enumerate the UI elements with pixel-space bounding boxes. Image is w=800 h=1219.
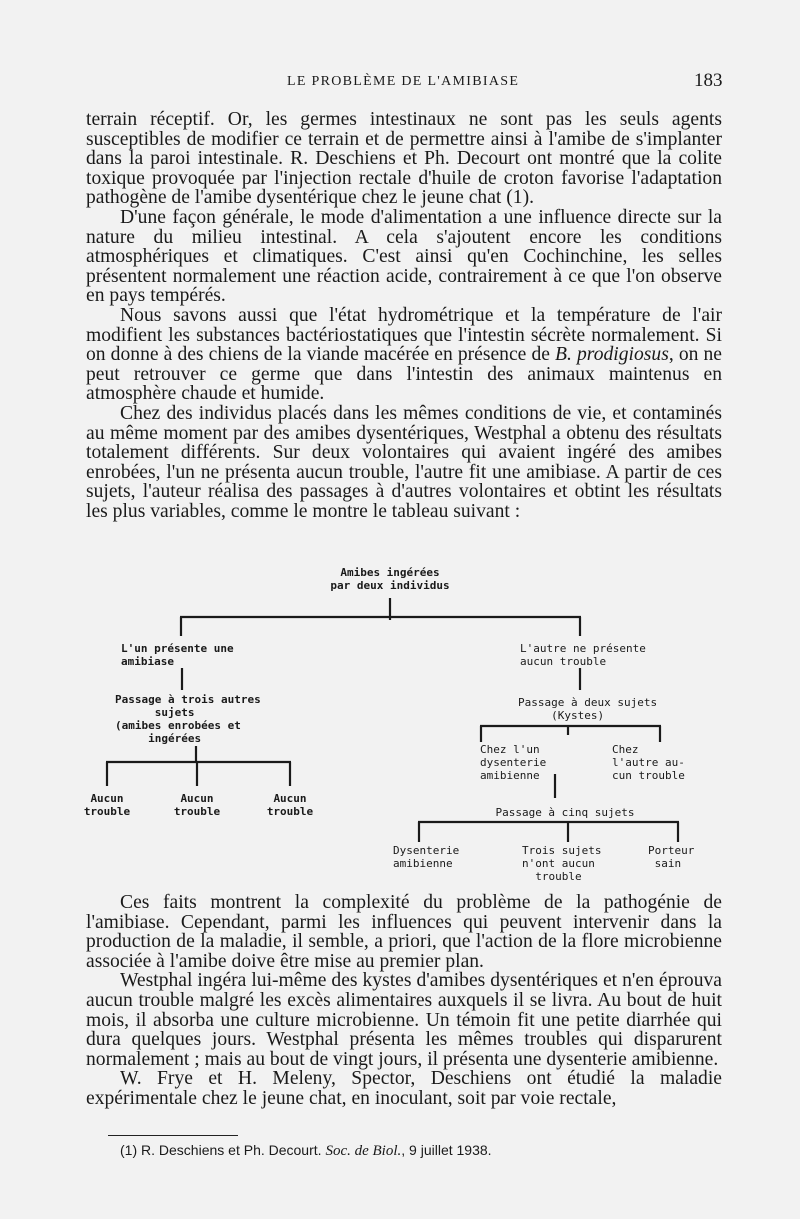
paragraph: Chez des individus placés dans les mêmes conditions de vie, et contaminés au même moment par des amibes dysentériques, Westphal a obtenu des résultats totalement différents. Sur deux volontaires qui avaient ingéré des amibes enrobées, l'un ne présenta aucun trouble, l'autre fit une amibiase. A partir de ces sujets, l'auteur réalisa des passages à d'autres volontaires et obtint les résultats les plus variables, comme le montre le tableau suivant : [86, 402, 722, 522]
page-header [0, 70, 800, 94]
running-title: LE PROBLÈME DE L'AMIBIASE [287, 74, 520, 89]
footnote [120, 1142, 492, 1160]
diagram-right-branch: L'autre ne présente aucun trouble [520, 642, 646, 668]
diagram-right-passage: Passage à deux sujets (Kystes) [518, 696, 658, 722]
body-text-top [86, 110, 722, 521]
flow-diagram [0, 560, 800, 890]
page-number: 183 [694, 70, 723, 91]
paragraph: W. Frye et H. Meleny, Spector, Deschiens ont étudié la maladie expérimentale chez le jeune chat, en inoculant, soit par voie rectale, [86, 1068, 722, 1109]
species-name: B. prodigiosus [555, 344, 669, 366]
footnote-authors: R. Deschiens et Ph. Decourt. [141, 1142, 322, 1158]
diagram-outcome-node: Aucun trouble [173, 792, 221, 818]
diagram-outcome-node: Aucun trouble [83, 792, 131, 818]
diagram-outcome-node: Trois sujets n'ont aucun trouble [522, 844, 602, 883]
body-text-bottom [86, 893, 722, 1109]
diagram-outcome-node: Aucun trouble [266, 792, 314, 818]
footnote-marker: (1) [120, 1142, 138, 1158]
diagram-right-passage-2: Passage à cinq sujets [495, 806, 635, 819]
paragraph: D'une façon générale, le mode d'alimentation a une influence directe sur la nature du milieu intestinal. A cela s'ajoutent encore les conditions atmosphériques et climatiques. C'est ainsi qu'en Cochinchine, les selles présentent normalement une réaction acide, contrairement à ce que l'on observe en pays tempérés. [86, 206, 722, 307]
paragraph: Westphal ingéra lui-même des kystes d'amibes dysentériques et n'en éprouva aucun trouble malgré les excès alimentaires auxquels il se livra. Au bout de huit mois, il absorba une culture microbienne. Un témoin fit une petite diarrhée qui dura quelques jours. Westphal présenta les mêmes troubles qui disparurent normalement ; mais au bout de vingt jours, il présenta une dysenterie amibienne. [86, 970, 722, 1070]
diagram-left-branch: L'un présente une amibiase [121, 642, 234, 668]
diagram-right-sub-node: Chez l'autre au- cun trouble [612, 743, 685, 782]
paragraph: terrain réceptif. Or, les germes intestinaux ne sont pas les seuls agents susceptibles de modifier ce terrain et de permettre ainsi à l'amibe de s'implanter dans la paroi intestinale. R. Deschiens et Ph. Decourt ont montré que la colite toxique provoquée par l'injection rectale d'huile de croton favorise l'adaptation pathogène de l'amibe dysentérique chez le jeune chat (1). [86, 109, 722, 209]
footnote-date: , 9 juillet 1938. [401, 1142, 492, 1158]
footnote-divider [108, 1135, 238, 1136]
paragraph: Ces faits montrent la complexité du problème de la pathogénie de l'amibiase. Cependant, parmi les influences qui peuvent intervenir dans la production de la maladie, il semble, a priori, que l'action de la flore microbienne associée à l'amibe doive être mise au premier plan. [86, 892, 722, 972]
diagram-root-node: Amibes ingérées par deux individus [330, 566, 450, 592]
diagram-left-passage: Passage à trois autres sujets (amibes enrobées et ingérées [115, 693, 261, 745]
diagram-right-sub-node: Chez l'un dysenterie amibienne [480, 743, 547, 782]
footnote-journal: Soc. de Biol. [325, 1143, 402, 1159]
paragraph-text: , on ne peut retrouver ce germe que dans l'intestin des animaux maintenus en atmosphère chaude et humide. [86, 344, 722, 405]
paragraph [86, 306, 722, 404]
paragraph-text: Nous savons aussi que l'état hydrométrique et la température de l'air modifient les substances bactériostatiques que l'intestin sécrète normalement. Si on donne à des chiens de la viande macérée en présence de [86, 304, 722, 366]
diagram-outcome-node: Dysenterie amibienne [393, 844, 460, 870]
diagram-outcome-node: Porteur sain [648, 844, 695, 870]
